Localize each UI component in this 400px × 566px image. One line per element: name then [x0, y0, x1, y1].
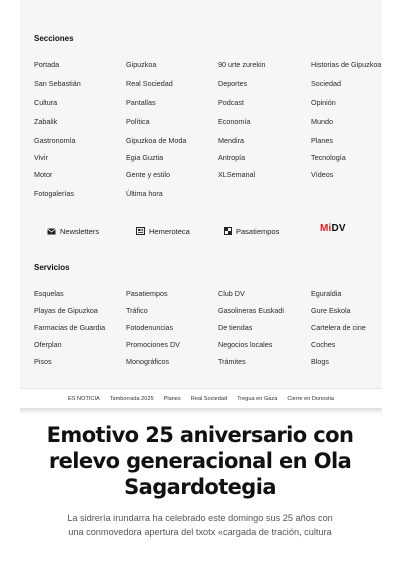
newspaper-icon: [136, 227, 145, 235]
section-link-egia-guztia[interactable]: Egia Guztia: [126, 153, 164, 162]
pasatiempos-link[interactable]: [224, 225, 279, 237]
trending-link-tamborrada[interactable]: Tamborrada 2025: [109, 395, 154, 402]
newsletters-label: Newsletters: [60, 226, 100, 236]
service-link-monograficos[interactable]: Monográficos: [126, 357, 170, 366]
section-link-zabalik[interactable]: Zabalik: [34, 117, 58, 126]
section-link-ultima-hora[interactable]: Última hora: [126, 189, 163, 198]
service-link-coches[interactable]: Coches: [311, 340, 336, 349]
article-subhead-line-2: una conmovedora apertura del txotx «cargada de tración, cultura: [68, 526, 332, 537]
service-link-eguraldia[interactable]: Eguraldia: [311, 289, 342, 298]
crossword-icon: [224, 227, 232, 235]
trending-bar: [20, 388, 382, 408]
hemeroteca-label: Hemeroteca: [149, 226, 190, 236]
trending-link-tregua-en-gaza[interactable]: Tregua en Gaza: [237, 395, 278, 402]
service-link-gasolineras-euskadi[interactable]: Gasolineras Euskadi: [218, 306, 284, 315]
service-link-esquelas[interactable]: Esquelas: [34, 289, 64, 298]
section-link-planes[interactable]: Planes: [311, 136, 333, 145]
section-link-antropia[interactable]: Antropía: [218, 153, 246, 162]
section-link-mundo[interactable]: Mundo: [311, 117, 333, 126]
service-link-fotodenuncias[interactable]: Fotodenuncias: [126, 323, 174, 332]
service-link-blogs[interactable]: Blogs: [311, 357, 329, 366]
service-link-pasatiempos[interactable]: Pasatiempos: [126, 289, 168, 298]
service-link-negocios-locales[interactable]: Negocios locales: [218, 340, 273, 349]
article-subhead: [40, 512, 360, 539]
section-link-politica[interactable]: Política: [126, 117, 150, 126]
midv-logo-mi: Mi: [320, 223, 332, 234]
section-link-pantallas[interactable]: Pantallas: [126, 98, 156, 107]
section-link-economia[interactable]: Economía: [218, 117, 251, 126]
services-title: Servicios: [34, 263, 70, 272]
section-link-real-sociedad[interactable]: Real Sociedad: [126, 79, 173, 88]
envelope-icon: [47, 228, 56, 235]
section-link-historias-de-gipuzkoa[interactable]: Historias de Gipuzkoa: [311, 60, 382, 69]
trending-label: ES NOTICIA: [68, 395, 100, 402]
service-link-farmacias-de-guardia[interactable]: Farmacias de Guardia: [34, 323, 106, 332]
sections-title: Secciones: [34, 34, 74, 43]
service-link-promociones-dv[interactable]: Promociones DV: [126, 340, 180, 349]
service-link-pisos[interactable]: Pisos: [34, 357, 52, 366]
service-link-cartelera-de-cine[interactable]: Cartelera de cine: [311, 323, 366, 332]
article-headline[interactable]: Emotivo 25 aniversario con relevo generacional en Ola Sagardotegia: [46, 423, 354, 499]
trending-link-real-sociedad[interactable]: Real Sociedad: [190, 395, 228, 402]
hemeroteca-link[interactable]: [136, 225, 190, 237]
section-link-90-urte-zurekin[interactable]: 90 urte zurekin: [218, 60, 266, 69]
section-link-cultura[interactable]: Cultura: [34, 98, 58, 107]
section-link-vivir[interactable]: Vivir: [34, 153, 48, 162]
section-link-fotogalerias[interactable]: Fotogalerías: [34, 189, 74, 198]
article-subhead-line-1: La sidrería irundarra ha celebrado este domingo sus 25 años con: [67, 513, 333, 523]
service-link-oferplan[interactable]: Oferplan: [34, 340, 62, 349]
midv-logo[interactable]: [320, 223, 346, 234]
section-link-tecnologia[interactable]: Tecnología: [311, 153, 346, 162]
service-link-playas-de-gipuzkoa[interactable]: Playas de Gipuzkoa: [34, 306, 98, 315]
section-link-portada[interactable]: Portada: [34, 60, 60, 69]
section-link-motor[interactable]: Motor: [34, 170, 53, 179]
section-link-podcast[interactable]: Podcast: [218, 98, 244, 107]
pasatiempos-label: Pasatiempos: [236, 226, 280, 236]
midv-logo-dv: DV: [331, 223, 346, 234]
section-link-san-sebastian[interactable]: San Sebastián: [34, 79, 81, 88]
section-link-xlsemanal[interactable]: XLSemanal: [218, 170, 256, 179]
section-link-opinion[interactable]: Opinión: [311, 98, 336, 107]
section-link-videos[interactable]: Vídeos: [311, 170, 334, 179]
section-link-gastronomia[interactable]: Gastronomía: [34, 136, 76, 145]
service-link-tramites[interactable]: Trámites: [218, 357, 246, 366]
section-link-gipuzkoa[interactable]: Gipuzkoa: [126, 60, 157, 69]
service-link-gure-eskola[interactable]: Gure Eskola: [311, 306, 351, 315]
service-link-de-tiendas[interactable]: De tiendas: [218, 323, 253, 332]
section-link-sociedad[interactable]: Sociedad: [311, 79, 341, 88]
trending-link-planes[interactable]: Planes: [163, 395, 181, 402]
service-link-club-dv[interactable]: Club DV: [218, 289, 245, 298]
section-link-deportes[interactable]: Deportes: [218, 79, 248, 88]
trending-bar-shadow: [20, 408, 382, 414]
service-link-trafico[interactable]: Tráfico: [126, 306, 148, 315]
section-link-gipuzkoa-de-moda[interactable]: Gipuzkoa de Moda: [126, 136, 187, 145]
newsletters-link[interactable]: [47, 225, 99, 237]
section-link-gente-y-estilo[interactable]: Gente y estilo: [126, 170, 170, 179]
trending-link-cierre-en-donostia[interactable]: Cierre en Donostia: [287, 395, 334, 402]
section-link-mendira[interactable]: Mendira: [218, 136, 244, 145]
